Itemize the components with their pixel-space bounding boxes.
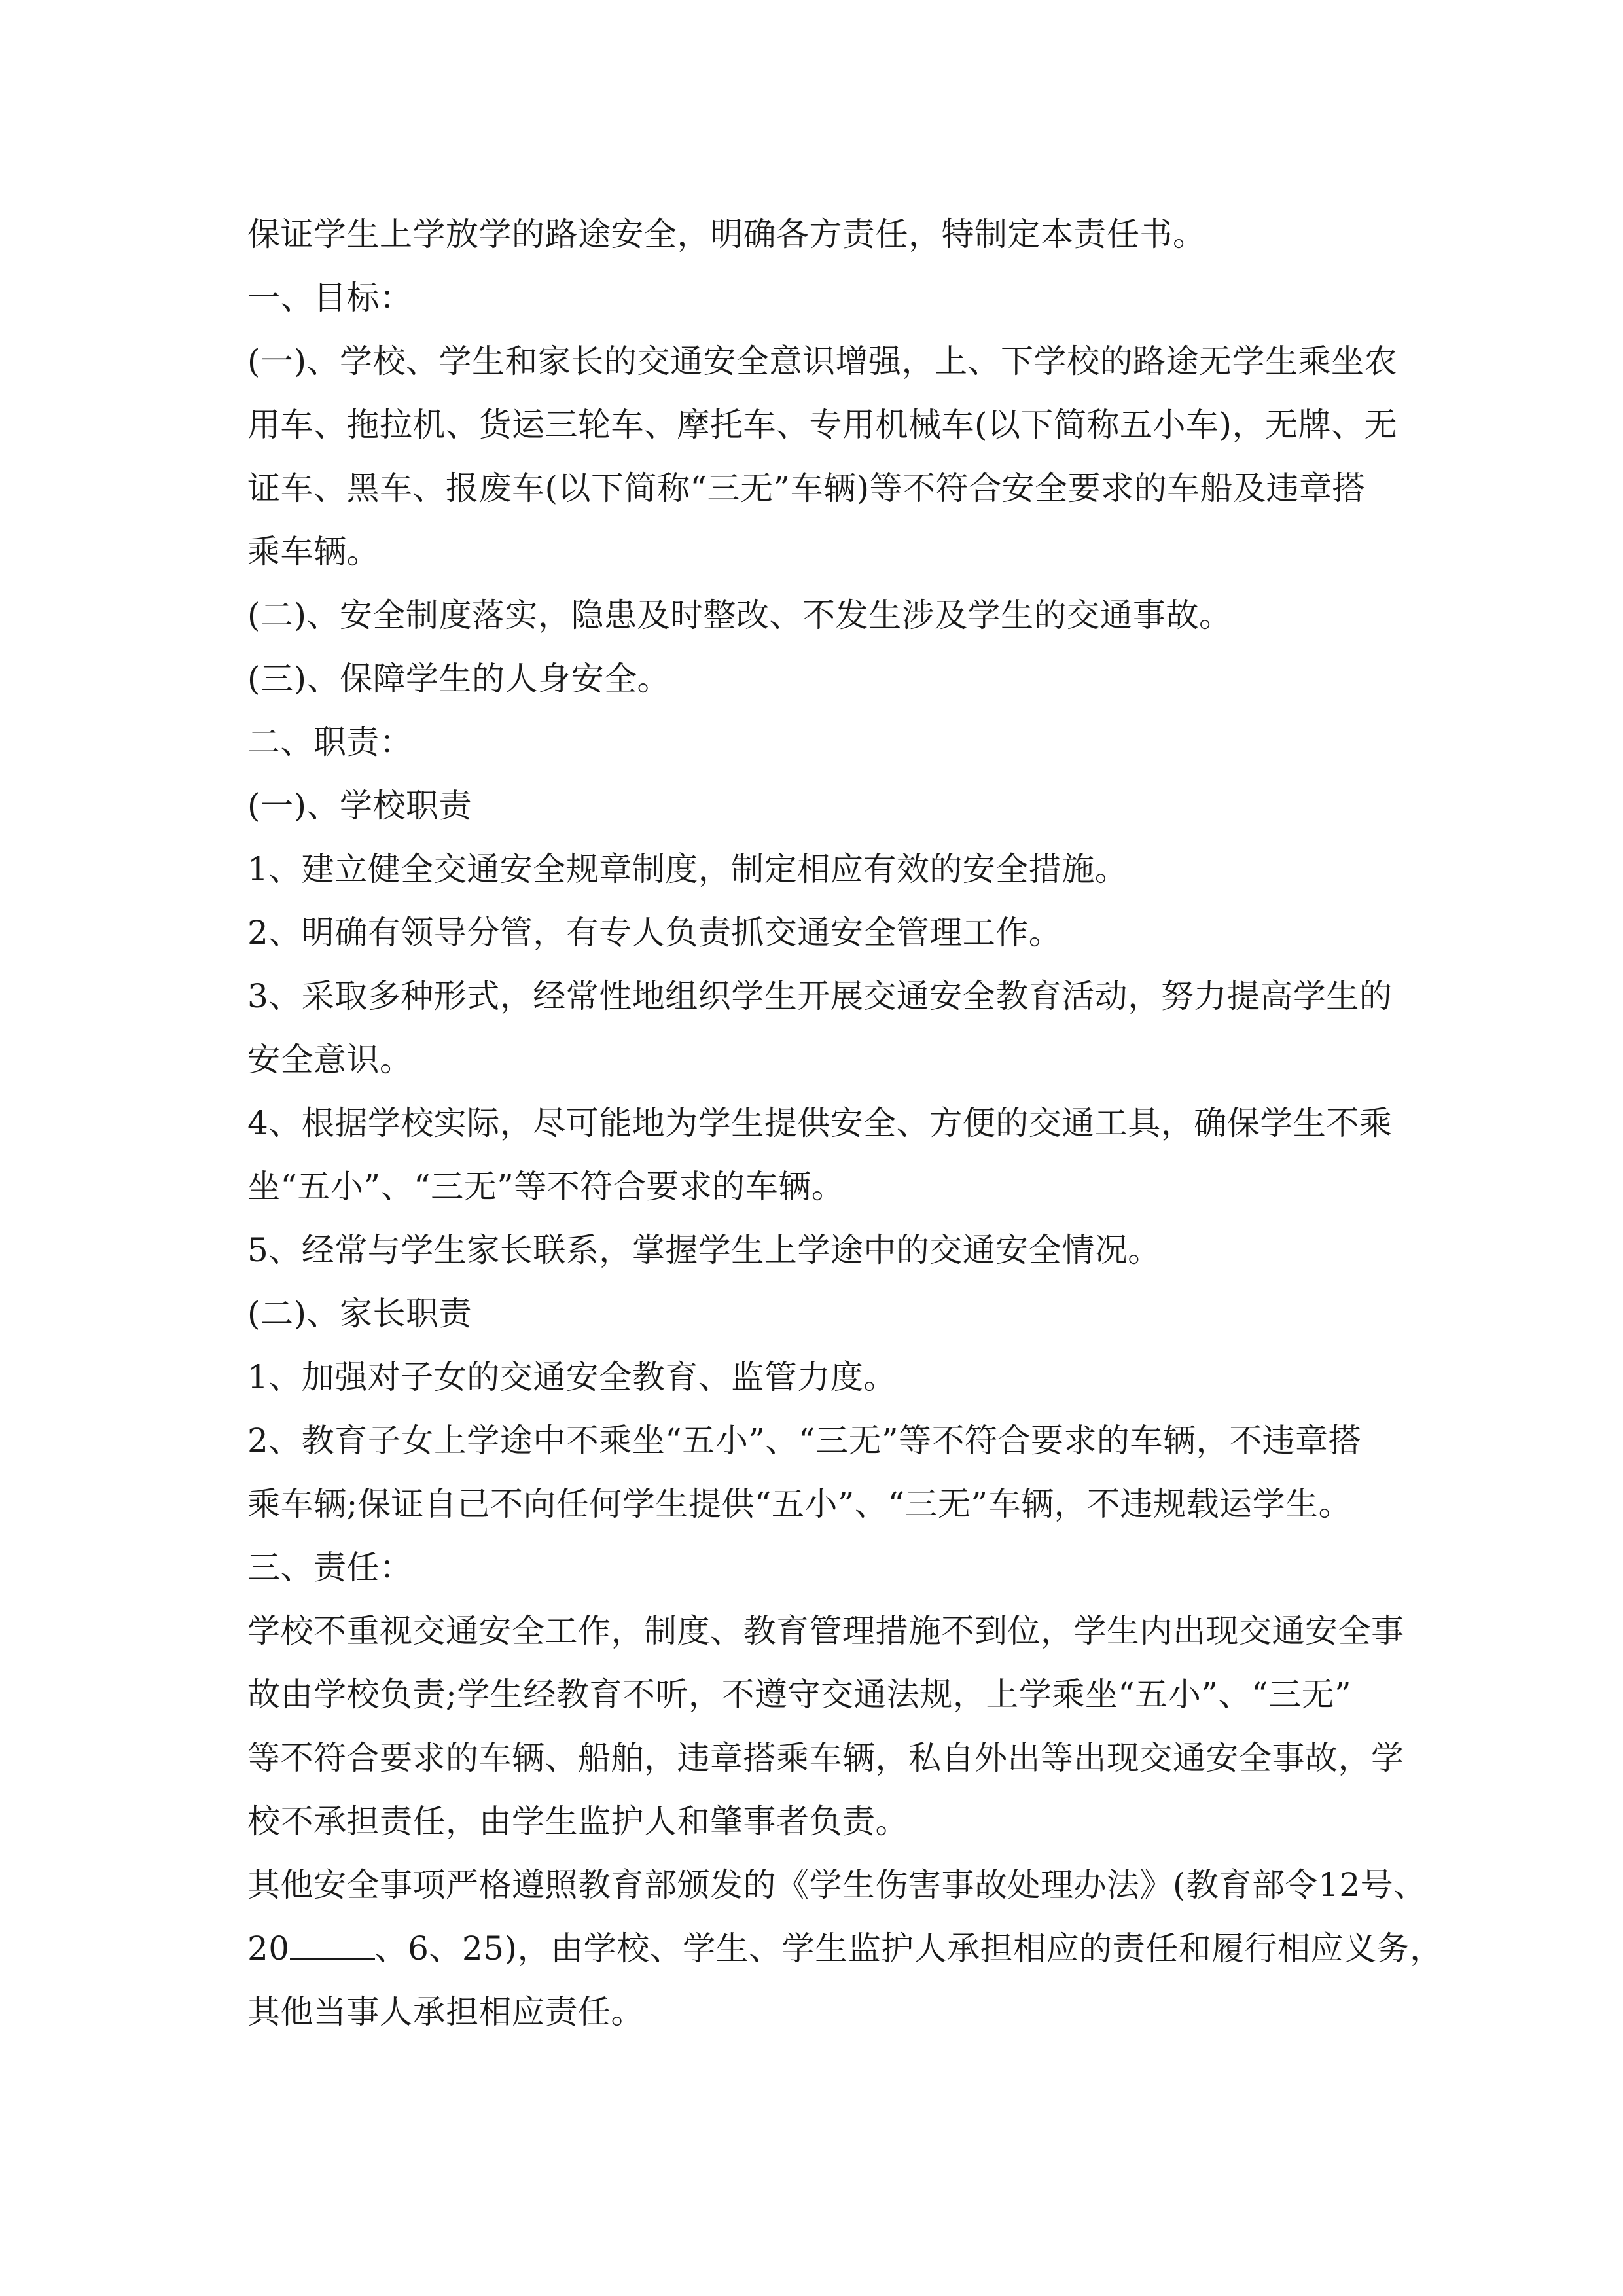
text-line: 4、根据学校实际，尽可能地为学生提供安全、方便的交通工具，确保学生不乘 — [247, 1104, 1393, 1142]
text-line: 1、建立健全交通安全规章制度，制定相应有效的安全措施。 — [247, 850, 1128, 888]
text-line: 其他安全事项严格遵照教育部颁发的《学生伤害事故处理办法》(教育部令12号、 — [247, 1866, 1427, 1904]
text-line: 校不承担责任，由学生监护人和肇事者负责。 — [247, 1803, 908, 1840]
text-line: (一)、学校、学生和家长的交通安全意识增强，上、下学校的路途无学生乘坐农 — [247, 342, 1398, 380]
section-heading-goals: 一、目标： — [247, 279, 413, 317]
text-line: 其他当事人承担相应责任。 — [247, 1993, 644, 2031]
text-line: 5、经常与学生家长联系，掌握学生上学途中的交通安全情况。 — [247, 1231, 1161, 1269]
text-line: 故由学校负责;学生经教育不听，不遵守交通法规，上学乘坐“五小”、“三无” — [247, 1676, 1352, 1713]
text-line: (二)、安全制度落实，隐患及时整改、不发生涉及学生的交通事故。 — [247, 596, 1232, 634]
text-line: 用车、拖拉机、货运三轮车、摩托车、专用机械车(以下简称五小车)，无牌、无 — [247, 406, 1398, 444]
section-heading-responsibility: 三、责任： — [247, 1549, 413, 1587]
text-line: 学校不重视交通安全工作，制度、教育管理措施不到位，学生内出现交通安全事 — [247, 1612, 1404, 1650]
date-line — [247, 1917, 1443, 1981]
text-line: 安全意识。 — [247, 1041, 413, 1079]
section-heading-duties: 二、职责： — [247, 723, 413, 761]
year-blank — [290, 1929, 375, 1960]
date-suffix: 、6、25)，由学校、学生、学生监护人承担相应的责任和履行相应义务， — [374, 1929, 1443, 1967]
text-line: 保证学生上学放学的路途安全，明确各方责任，特制定本责任书。 — [247, 215, 1206, 253]
text-line: 2、教育子女上学途中不乘坐“五小”、“三无”等不符合要求的车辆，不违章搭 — [247, 1422, 1362, 1460]
document-body — [247, 203, 1443, 2044]
date-prefix: 20 — [247, 1929, 290, 1967]
text-line: 3、采取多种形式，经常性地组织学生开展交通安全教育活动，努力提高学生的 — [247, 977, 1393, 1015]
text-line: 等不符合要求的车辆、船舶，违章搭乘车辆，私自外出等出现交通安全事故，学 — [247, 1739, 1404, 1777]
subsection-heading-parents: (二)、家长职责 — [247, 1295, 473, 1333]
text-line: 1、加强对子女的交通安全教育、监管力度。 — [247, 1358, 897, 1396]
text-line: 2、明确有领导分管，有专人负责抓交通安全管理工作。 — [247, 914, 1062, 952]
text-line: 乘车辆。 — [247, 533, 380, 571]
text-line: 乘车辆;保证自己不向任何学生提供“五小”、“三无”车辆，不违规载运学生。 — [247, 1485, 1352, 1523]
subsection-heading-school: (一)、学校职责 — [247, 787, 473, 825]
text-line: (三)、保障学生的人身安全。 — [247, 660, 671, 698]
text-line: 证车、黑车、报废车(以下简称“三无”车辆)等不符合安全要求的车船及违章搭 — [247, 469, 1366, 507]
text-line: 坐“五小”、“三无”等不符合要求的车辆。 — [247, 1168, 845, 1206]
